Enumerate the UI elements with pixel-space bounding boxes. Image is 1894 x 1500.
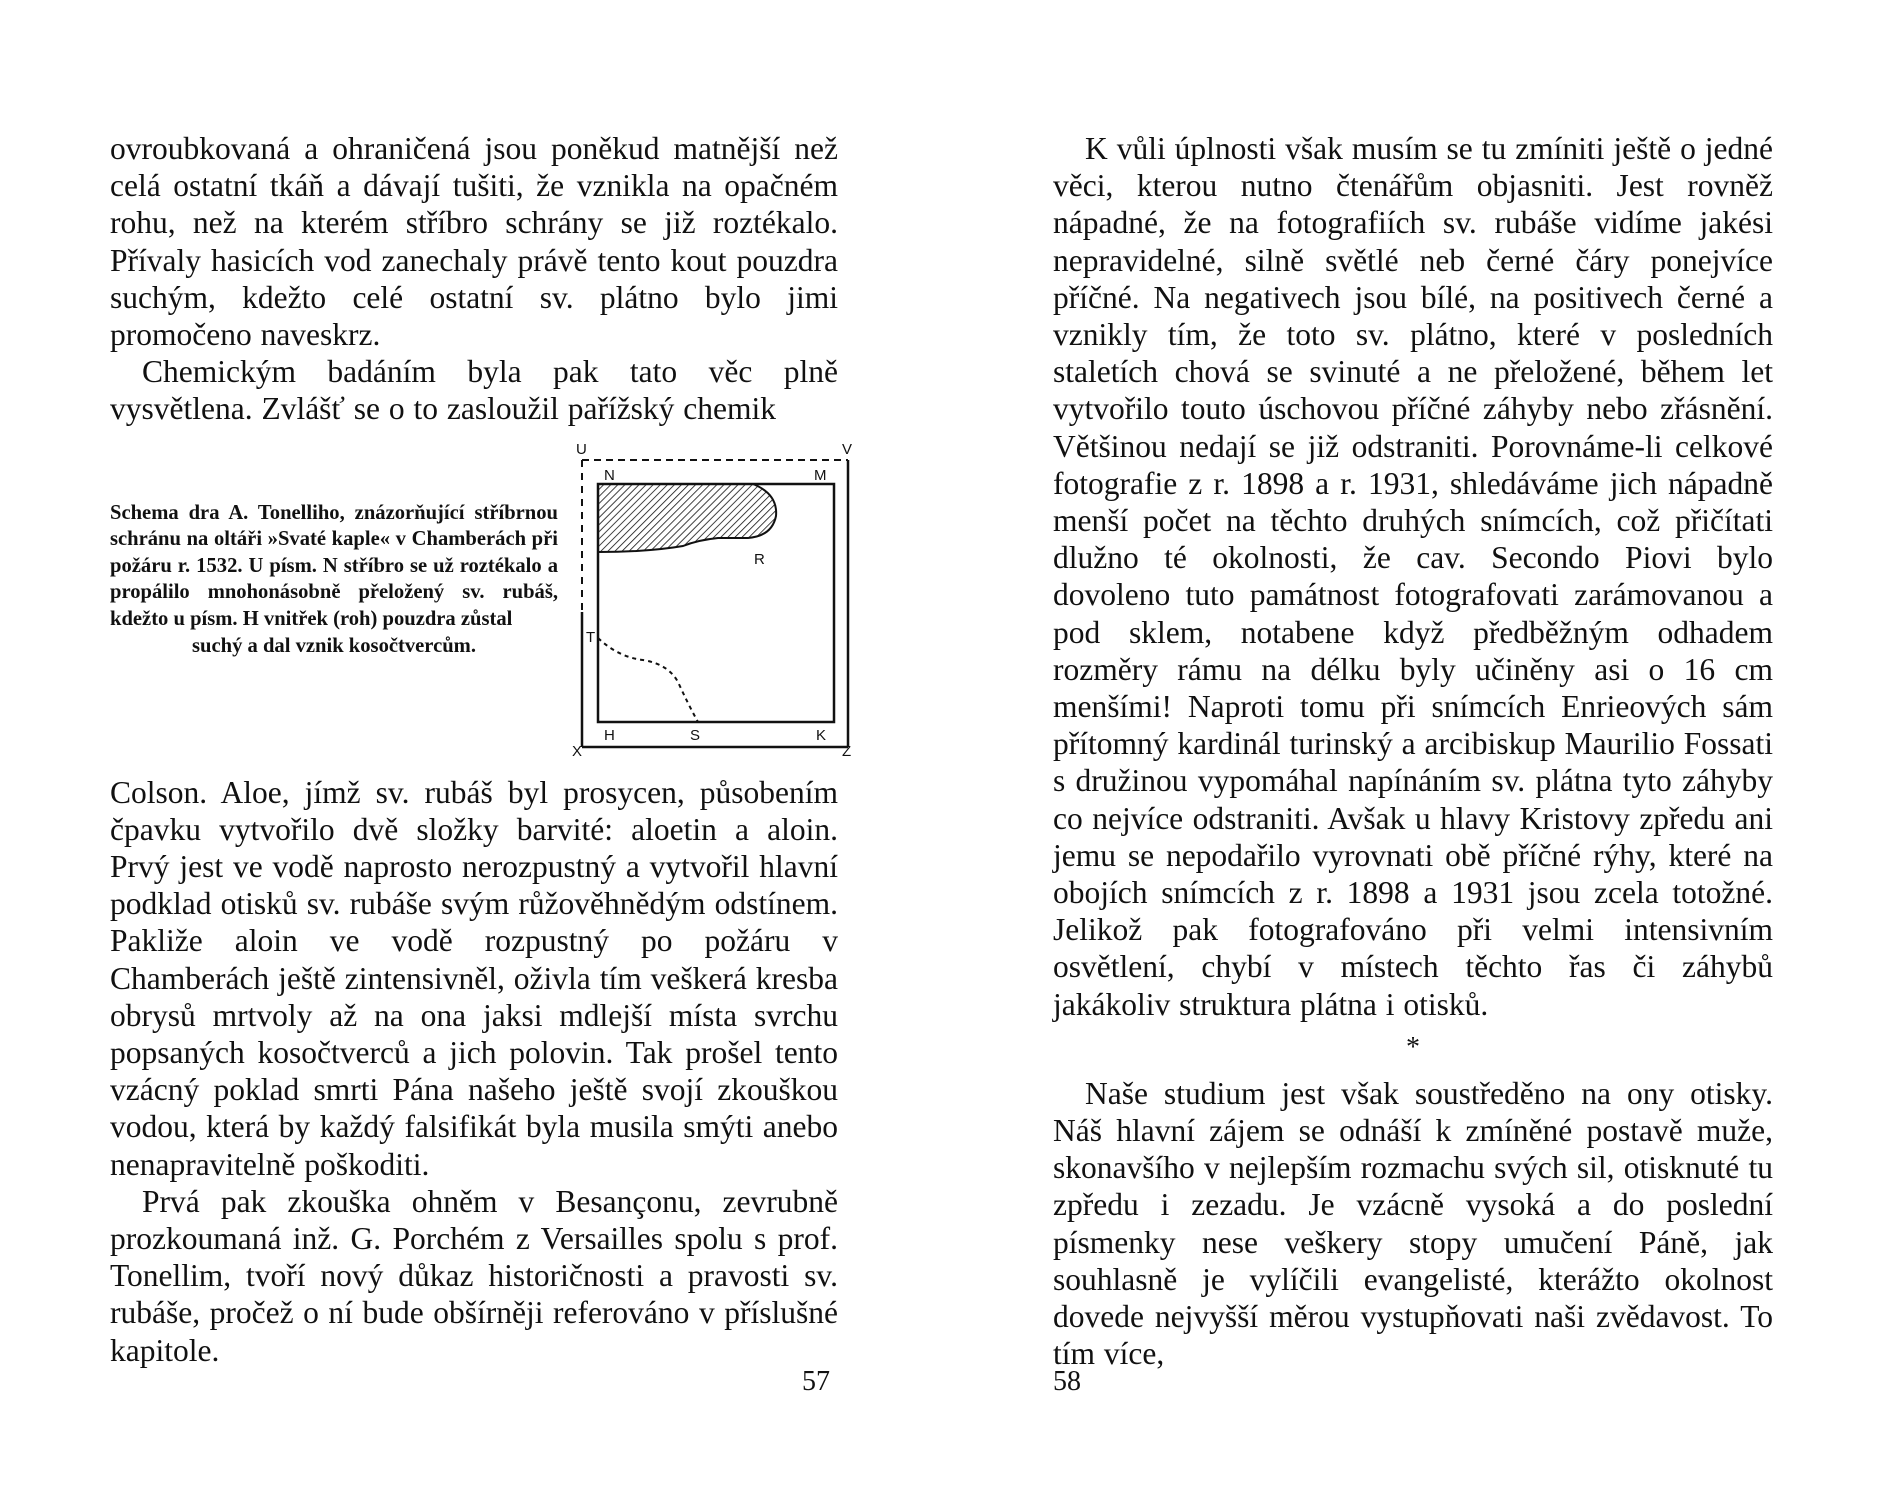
page-number: 58: [1053, 1366, 1081, 1397]
right-page: [947, 0, 1894, 1500]
paragraph: Chemickým badáním byla pak tato věc plně vysvětlena. Zvlášť se o to zasloužil pařížský chemik: [110, 354, 838, 427]
paragraph: Prvá pak zkouška ohněm v Besançonu, zevrubně prozkoumaná inž. G. Porchém z Versailles spolu s prof. Tonellim, tvoří nový důkaz historičnosti a pravosti sv. rubáše, pročež o ní bude obšírněji referováno v příslušné kapitole.: [110, 1183, 838, 1368]
caption-text-end: suchý a dal vznik kosočtvercům.: [192, 634, 476, 657]
label-k: K: [816, 726, 827, 744]
dotted-boundary: [598, 638, 698, 722]
right-text-column: [1053, 130, 1773, 1373]
label-u: U: [576, 441, 587, 458]
left-text-column: [110, 130, 853, 1369]
paragraph: Colson. Aloe, jímž sv. rubáš byl prosycen, působením čpavku vytvořilo dvě složky barvité: aloetin a aloin. Prvý jest ve vodě naprosto nerozpustný a vytvořil hlavní podklad otisků sv. rubáše svým růžověhnědým odstínem. Pakliže aloin ve vodě rozpustný po požáru v Chamberách ještě zintensivněl, oživla tím veškerá kresba obrysů mrtvoly až na ona jaksi mdlejší místa svrchu popsaných kosočtverců a jich polovin. Tak prošel tento vzácný poklad smrti Pána našeho ještě svojí zkouškou vodou, která by každý falsifikát byla musila smýti anebo nenapravitelně poškoditi.: [110, 774, 838, 1182]
label-v: V: [842, 441, 853, 458]
paragraph: ovroubkovaná a ohraničená jsou poněkud matnější než celá ostatní tkáň a dávají tušiti, že vznikla na opačném rohu, než na kterém stříbro schrány se již roztékalo. Přívaly hasicích vod zanechaly právě tento kout pouzdra suchým, kdežto celé ostatní sv. plátno bylo jimi promočeno naveskrz.: [110, 131, 838, 353]
section-separator: *: [1406, 1031, 1420, 1063]
paragraph: K vůli úplnosti však musím se tu zmíniti ještě o jedné věci, kterou nutno čtenářům objasniti. Jest rovněž nápadné, že na fotografiích sv. rubáše vidíme jakési nepravidelné, silně světlé neb černé čáry ponejvíce příčné. Na negativech jsou bílé, na positivech černé a vznikly tím, že toto sv. plátno, které v posledních staletích chová se svinuté a ne přeložené, během let vytvořilo touto úschovou příčné záhyby nebo zřásnění. Většinou nedají se již odstraniti. Porovnáme-li celkové fotografie z r. 1898 a r. 1931, shledáváme jich nápadně menší počet na těchto druhých snímcích, což přičítati dlužno té okolnosti, že cav. Secondo Piovi bylo dovoleno tuto památnost fotografovati zarámovanou a pod sklem, notabene když předběžným odhadem rozměry rámu na délku byly učiněny asi o 16 cm menšími! Naproti tomu při snímcích Enrieových sám přítomný kardinál turinský a arcibiskup Maurilio Fossati s družinou vypomáhal napínáním sv. plátna tyto záhyby co nejvíce odstraniti. Avšak u hlavy Kristovy zpředu ani jemu se nepodařilo vyrovnati obě příčné rýhy, které na obojích snímcích z r. 1898 a 1931 jsou zcela totožné. Jelikož pak fotografováno při velmi intensivním osvětlení, chybí v místech těchto řas či záhybů jakákoliv struktura plátna i otisků.: [1053, 131, 1773, 1022]
label-n: N: [604, 466, 615, 484]
figure-caption: [110, 500, 558, 660]
figure: [110, 441, 853, 756]
label-t: T: [586, 628, 596, 646]
paragraph: Naše studium jest však soustředěno na ony otisky. Náš hlavní zájem se odnáší k zmíněné postavě muže, skonavšího v nejlepším rozmachu svých sil, otisknuté tu zpředu i zezadu. Je vzácně vysoká a do poslední písmenky nese veškery stopy umučení Páně, jak souhlasně je vylíčili evangelisté, kterážto okolnost dovede nejvyšší měrou vystupňovati naši zvědavost. To tím více,: [1053, 1075, 1773, 1372]
reliquary-schema-diagram: [568, 442, 858, 756]
caption-text: Schema dra A. Tonelliho, znázorňující stříbrnou schránu na oltáři »Svaté kaple« v Chamberách při požáru r. 1532. U písm. N stříbro se už roztékalo a propálilo mnohonásobně přeložený sv. rubáš, kdežto u písm. H vnitřek (roh) pouzdra zůstal: [110, 501, 558, 630]
label-z: Z: [842, 742, 852, 756]
page-number: 57: [802, 1366, 830, 1397]
label-r: R: [754, 550, 765, 568]
melted-silver-area: [598, 484, 776, 552]
label-h: H: [604, 726, 615, 744]
label-m: M: [814, 466, 827, 484]
label-s: S: [690, 726, 701, 744]
label-x: X: [572, 742, 583, 756]
